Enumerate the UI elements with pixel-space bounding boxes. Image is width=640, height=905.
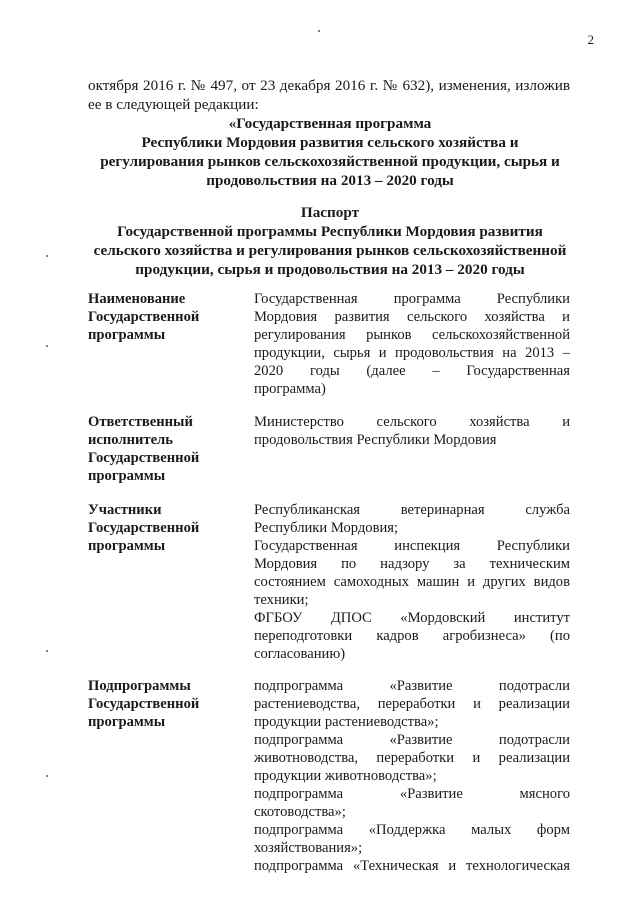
row-value-line: животноводства, переработки и реализации: [254, 750, 570, 766]
row-value-line: согласованию): [254, 646, 346, 662]
row-value-line: переподготовки кадров агробизнеса» (по: [254, 628, 570, 644]
row-value-line: продукции животноводства»;: [254, 768, 437, 784]
row-label: [88, 290, 238, 344]
row-value-line: подпрограмма «Развитие мясного: [254, 786, 570, 802]
row-label-line: исполнитель: [88, 432, 173, 448]
page-number: 2: [587, 32, 594, 47]
row-value-line: 2020 годы (далее – Государственная: [254, 363, 570, 379]
program-title-line: «Государственная программа: [228, 115, 432, 132]
passport-title-line: Государственной программы Республики Мордовия развития: [117, 223, 543, 240]
row-value-line: Министерство сельского хозяйства и: [254, 414, 570, 430]
row-value-line: продукции растениеводства»;: [254, 714, 439, 730]
row-value-line: Мордовия по надзору за техническим: [254, 556, 570, 572]
row-label-line: Государственной: [88, 309, 200, 325]
scan-speck: [46, 775, 48, 777]
row-value-line: хозяйствования»;: [254, 840, 363, 856]
row-value-line: Государственная инспекция Республики: [254, 538, 570, 554]
row-value-line: подпрограмма «Поддержка малых форм: [254, 822, 570, 838]
row-label-line: Государственной: [88, 450, 200, 466]
row-value-line: подпрограмма «Развитие подотрасли: [254, 732, 570, 748]
row-value-line: техники;: [254, 592, 309, 608]
row-value-line: продукции, сырья и продовольствия на 2013 –: [254, 345, 570, 361]
row-value-line: Республики Мордовия;: [254, 520, 399, 536]
row-value-line: растениеводства, переработки и реализации: [254, 696, 570, 712]
row-label: [88, 501, 238, 555]
row-value-line: продовольствия Республики Мордовия: [254, 432, 497, 448]
row-value-line: состоянием самоходных машин и других видов: [254, 574, 570, 590]
row-label-line: программы: [88, 327, 166, 343]
scan-speck: [46, 345, 48, 347]
row-value-line: Государственная программа Республики: [254, 291, 570, 307]
program-title-line: продовольствия на 2013 – 2020 годы: [206, 172, 454, 189]
program-title-line: Республики Мордовия развития сельского хозяйства и: [141, 134, 519, 151]
row-value-line: скотоводства»;: [254, 804, 346, 820]
row-value-line: подпрограмма «Техническая и технологическая: [254, 858, 570, 874]
row-label-line: программы: [88, 468, 166, 484]
program-title: [70, 114, 590, 190]
program-title-line: регулирования рынков сельскохозяйственной продукции, сырья и: [100, 153, 560, 170]
row-value-line: программа): [254, 381, 326, 397]
intro-paragraph: октября 2016 г. № 497, от 23 декабря 2016 г. № 632), изменения, изложив ее в следующей редакции:: [88, 77, 570, 113]
row-value: [254, 413, 570, 449]
row-label: [88, 677, 238, 731]
scan-speck: [318, 30, 320, 32]
row-label-line: Государственной: [88, 520, 200, 536]
row-value-line: Республиканская ветеринарная служба: [254, 502, 570, 518]
row-label-line: программы: [88, 538, 166, 554]
row-label: [88, 413, 238, 485]
row-value-line: регулирования рынков сельскохозяйственной: [254, 327, 570, 343]
row-label-line: программы: [88, 714, 166, 730]
scan-speck: [46, 650, 48, 652]
row-value-line: Мордовия развития сельского хозяйства и: [254, 309, 570, 325]
row-label-line: Ответственный: [88, 414, 193, 430]
row-label-line: Наименование: [88, 291, 186, 307]
passport-title: [70, 203, 590, 279]
passport-title-line: продукции, сырья и продовольствия на 2013 – 2020 годы: [135, 261, 525, 278]
row-value: [254, 290, 570, 398]
row-value-line: ФГБОУ ДПОС «Мордовский институт: [254, 610, 570, 626]
row-value: [254, 501, 570, 663]
row-label-line: Участники: [88, 502, 162, 518]
passport-title-line: Паспорт: [300, 204, 360, 221]
scan-speck: [46, 255, 48, 257]
row-value-line: подпрограмма «Развитие подотрасли: [254, 678, 570, 694]
row-value: [254, 677, 570, 875]
row-label-line: Государственной: [88, 696, 200, 712]
row-label-line: Подпрограммы: [88, 678, 191, 694]
passport-title-line: сельского хозяйства и регулирования рынков сельскохозяйственной: [93, 242, 567, 259]
